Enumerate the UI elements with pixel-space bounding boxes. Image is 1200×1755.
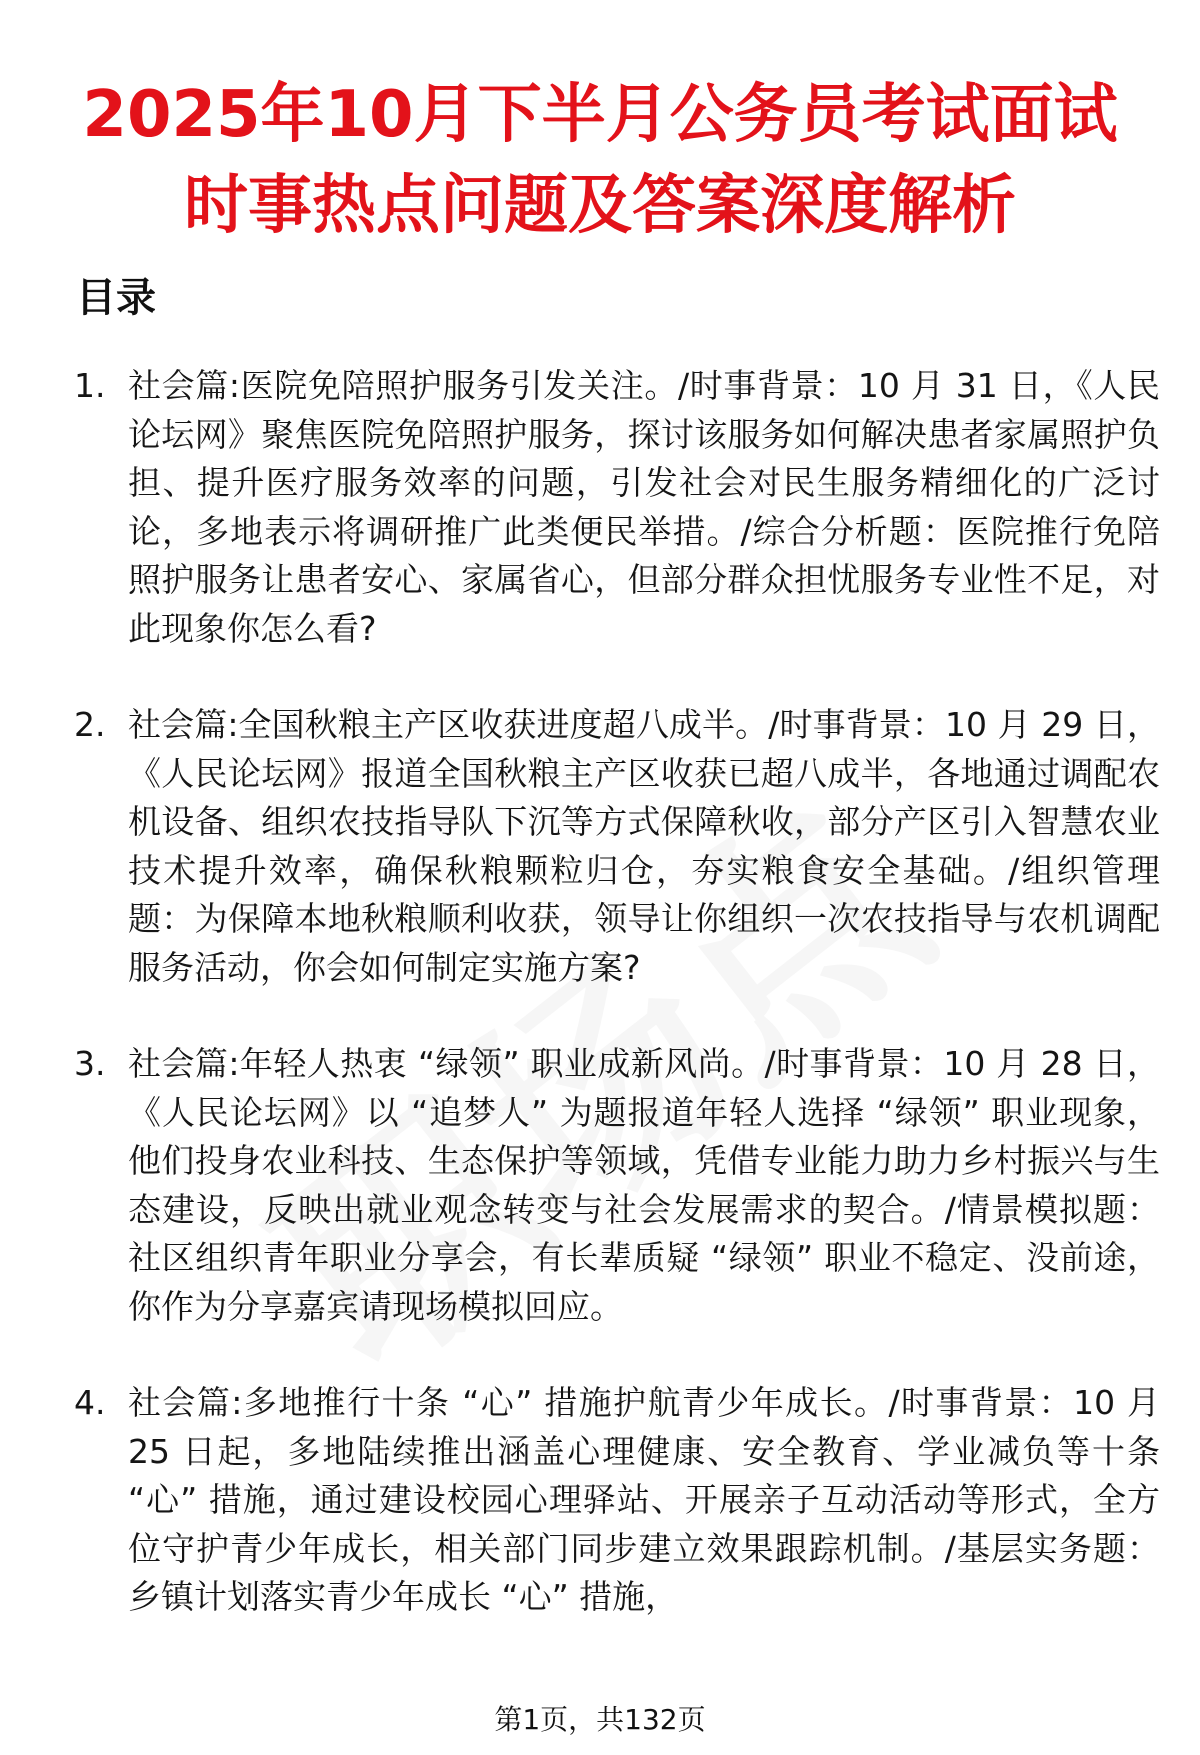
page-footer: 第1页，共132页 [494,1703,706,1736]
list-item [70,1040,1160,1331]
title-line-2: 时事热点问题及答案深度解析 [184,169,1016,243]
list-item [70,362,1160,653]
title-line-1: 2025年10月下半月公务员考试面试 [82,78,1118,152]
item-number: 2. [74,705,106,744]
item-number: 4. [74,1383,106,1422]
question-list [70,362,1160,1670]
item-text: 社会篇:全国秋粮主产区收获进度超八成半。/时事背景：10 月 29 日，《人民论坛网》报道全国秋粮主产区收获已超八成半，各地通过调配农机设备、组织农技指导队下沉等方式保障秋收，部分产区引入智慧农业技术提升效率，确保秋粮颗粒归仓，夯实粮食安全基础。/组织管理题：为保障本地秋粮顺利收获，领导让你组织一次农技指导与农机调配服务活动，你会如何制定实施方案? [128,705,1160,987]
toc-heading: 目录 [76,275,156,321]
item-text: 社会篇:年轻人热衷 “绿领” 职业成新风尚。/时事背景：10 月 28 日，《人民论坛网》以 “追梦人” 为题报道年轻人选择 “绿领” 职业现象，他们投身农业科技、生态保护等领域，凭借专业能力助力乡村振兴与生态建设，反映出就业观念转变与社会发展需求的契合。/情景模拟题：社区组织青年职业分享会，有长辈质疑 “绿领” 职业不稳定、没前途，你作为分享嘉宾请现场模拟回应。 [128,1044,1160,1326]
item-number: 1. [74,366,106,405]
list-item [70,701,1160,992]
item-text: 社会篇:多地推行十条 “心” 措施护航青少年成长。/时事背景：10 月 25 日起，多地陆续推出涵盖心理健康、安全教育、学业减负等十条 “心” 措施，通过建设校园心理驿站、开展亲子互动活动等形式，全方位守护青少年成长，相关部门同步建立效果跟踪机制。/基层实务题：乡镇计划落实青少年成长 “心” 措施， [128,1383,1160,1616]
document-title [40,70,1160,252]
item-number: 3. [74,1044,106,1083]
item-text: 社会篇:医院免陪照护服务引发关注。/时事背景：10 月 31 日，《人民论坛网》聚焦医院免陪照护服务，探讨该服务如何解决患者家属照护负担、提升医疗服务效率的问题，引发社会对民生服务精细化的广泛讨论，多地表示将调研推广此类便民举措。/综合分析题：医院推行免陪照护服务让患者安心、家属省心，但部分群众担忧服务专业性不足，对此现象你怎么看? [128,366,1160,648]
list-item [70,1379,1160,1622]
